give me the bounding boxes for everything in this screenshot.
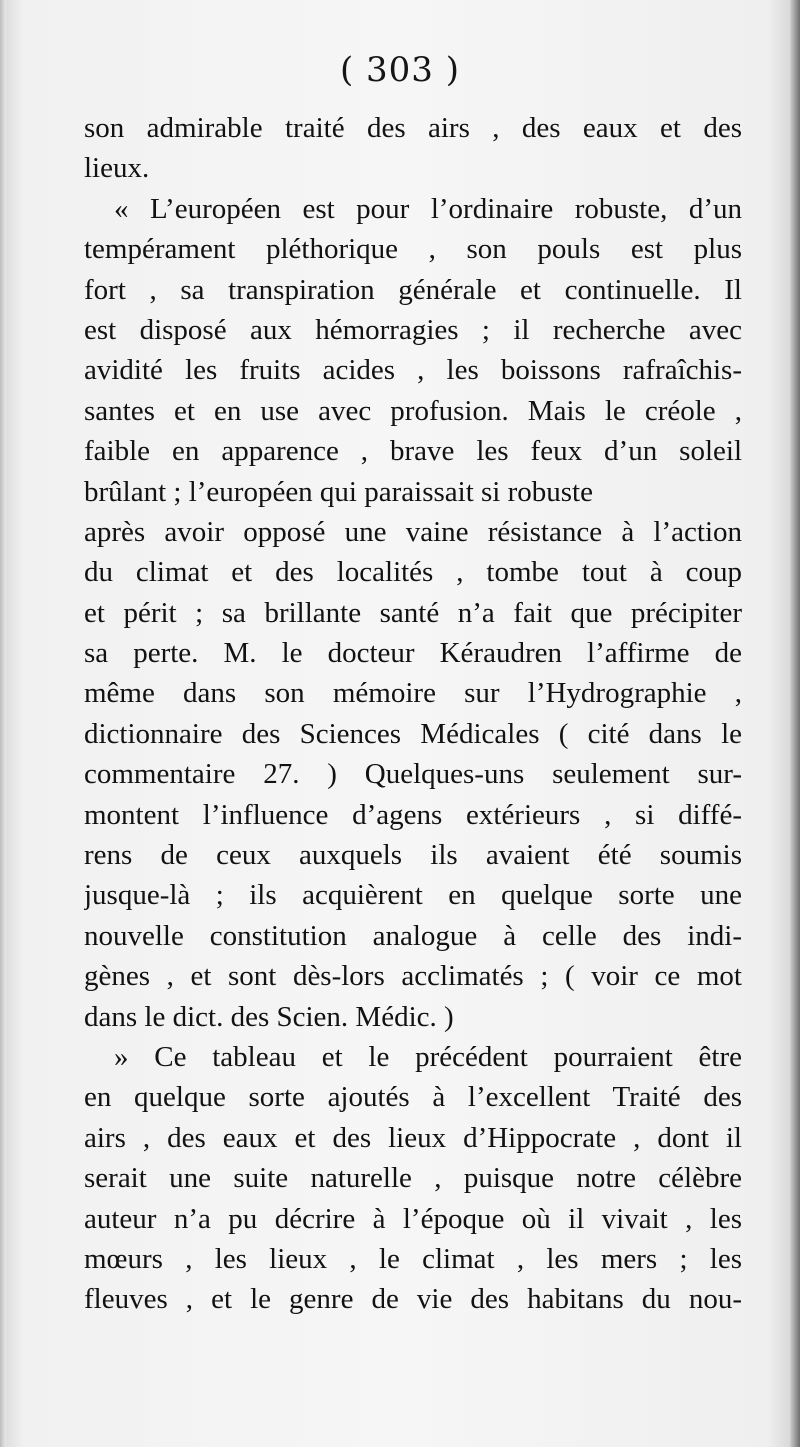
text-line: serait une suite naturelle , puisque notre célèbre: [84, 1162, 742, 1195]
text-line: même dans son mémoire sur l’Hydrographie ,: [84, 677, 742, 710]
page-right-edge: [790, 0, 800, 1447]
text-line: airs , des eaux et des lieux d’Hippocrate , dont il: [84, 1121, 742, 1154]
text-line: après avoir opposé une vaine résistance à l’action: [84, 515, 742, 548]
text-line: fleuves , et le genre de vie des habitans du nou-: [84, 1283, 742, 1316]
page-left-edge: [0, 0, 6, 1447]
text-line: dans le dict. des Scien. Médic. ): [84, 1000, 454, 1033]
text-line: sa perte. M. le docteur Kéraudren l’affirme de: [84, 637, 742, 670]
text-line: commentaire 27. ) Quelques-uns seulement sur-: [84, 758, 742, 791]
text-line: jusque-là ; ils acquièrent en quelque sorte une: [84, 879, 742, 912]
text-line: auteur n’a pu décrire à l’époque où il vivait , les: [84, 1202, 742, 1235]
text-line: du climat et des localités , tombe tout à coup: [84, 556, 742, 589]
text-line: est disposé aux hémorragies ; il recherche avec: [84, 313, 742, 346]
text-line: rens de ceux auxquels ils avaient été soumis: [84, 839, 742, 872]
page-number-header: ( 303 ): [339, 50, 461, 90]
text-line: lieux.: [84, 152, 150, 185]
text-line: santes et en use avec profusion. Mais le créole ,: [84, 394, 742, 427]
text-line: nouvelle constitution analogue à celle des indi-: [84, 919, 742, 952]
text-line: gènes , et sont dès-lors acclimatés ; ( voir ce mot: [84, 960, 742, 993]
text-line: brûlant ; l’européen qui paraissait si robuste: [84, 475, 593, 508]
text-line: montent l’influence d’agens extérieurs , si diffé-: [84, 798, 742, 831]
text-line: tempérament pléthorique , son pouls est plus: [84, 233, 742, 266]
text-line: fort , sa transpiration générale et continuelle. Il: [84, 273, 742, 306]
body-text: [84, 108, 742, 1320]
text-line: « L’européen est pour l’ordinaire robuste, d’un: [114, 192, 742, 225]
text-line: son admirable traité des airs , des eaux et des: [84, 112, 742, 144]
text-line: et périt ; sa brillante santé n’a fait que précipiter: [84, 596, 742, 629]
text-line: dictionnaire des Sciences Médicales ( cité dans le: [84, 717, 742, 750]
text-line: faible en apparence , brave les feux d’un soleil: [84, 435, 742, 468]
text-line: en quelque sorte ajoutés à l’excellent Traité des: [84, 1081, 742, 1114]
text-line: mœurs , les lieux , le climat , les mers ; les: [84, 1242, 742, 1275]
text-line: avidité les fruits acides , les boissons rafraîchis-: [84, 354, 742, 387]
text-line: » Ce tableau et le précédent pourraient être: [114, 1040, 742, 1073]
